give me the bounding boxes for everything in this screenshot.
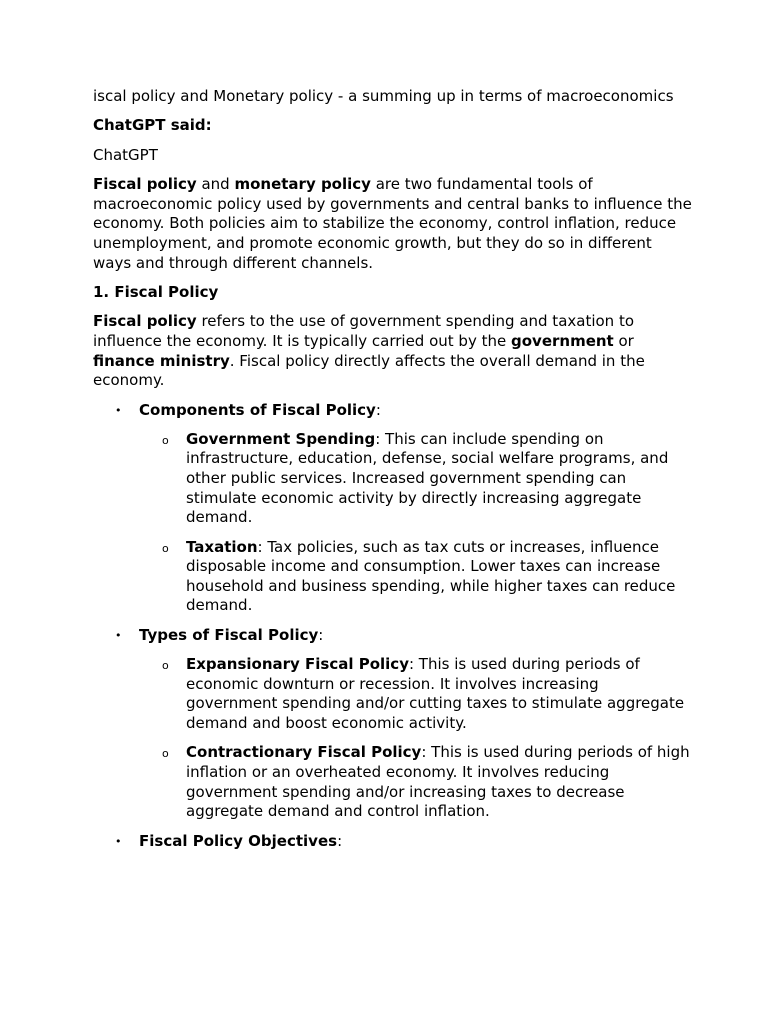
sublist-item-expansionary: o Expansionary Fiscal Policy: This is used during periods of economic downturn or recession. It involves increasing government spending and/or cutting taxes to stimulate aggregate demand and boost economic activity. xyxy=(162,655,685,732)
section-heading-fiscal-policy: 1. Fiscal Policy xyxy=(93,282,219,301)
sublist-components xyxy=(139,430,693,616)
fiscal-policy-list xyxy=(93,401,693,852)
circle-bullet-icon: o xyxy=(162,747,169,761)
speaker-name: ChatGPT xyxy=(93,145,158,164)
circle-bullet-icon: o xyxy=(162,659,169,673)
list-item-types: • Types of Fiscal Policy: o Expansionary Fiscal Policy: This is used during periods of economic downturn or recession. It involves increasing government spending and/or cutting taxes to stimulate aggregate demand and boost economic activity. o Contractionary Fiscal Policy: This is used during periods of high inflation or an overheated economy. It involves reducing government spending and/or increasing taxes to decrease aggregate demand and control inflation. xyxy=(93,626,693,822)
bullet-icon: • xyxy=(115,403,122,417)
said-label: ChatGPT said: xyxy=(93,116,212,135)
sublist-item-contractionary: o Contractionary Fiscal Policy: This is used during periods of high inflation or an overheated economy. It involves reducing government spending and/or increasing taxes to decrease aggregate demand and control inflation. xyxy=(162,743,690,821)
bullet-icon: • xyxy=(115,834,122,848)
circle-bullet-icon: o xyxy=(162,433,169,447)
sublist-item-government-spending: o Government Spending: This can include spending on infrastructure, education, defense, social welfare programs, and other public services. Increased government spending can stimulate economic activity by directly increasing aggregate demand. xyxy=(162,429,669,527)
list-item-components: • Components of Fiscal Policy: o Government Spending: This can include spending on infrastructure, education, defense, social welfare programs, and other public services. Increased government spending can stimulate economic activity by directly increasing aggregate demand. o Taxation: Tax policies, such as tax cuts or increases, influence disposable income and consumption. Lower taxes can increase household and business spending, while higher taxes can reduce demand. xyxy=(93,401,693,617)
prompt-text: iscal policy and Monetary policy - a summing up in terms of macroeconomics xyxy=(93,87,674,105)
circle-bullet-icon: o xyxy=(162,541,169,555)
intro-paragraph: Fiscal policy and monetary policy are two fundamental tools of macroeconomic policy used by governments and central banks to influence the economy. Both policies aim to stabilize the economy, control inflation, reduce unemployment, and promote economic growth, but they do so in different ways and through different channels. xyxy=(93,175,692,272)
list-item-objectives: • Fiscal Policy Objectives: xyxy=(115,831,343,850)
bullet-icon: • xyxy=(115,628,122,642)
document-page xyxy=(93,87,693,861)
sublist-types xyxy=(139,655,693,822)
sublist-item-taxation: o Taxation: Tax policies, such as tax cuts or increases, influence disposable income and consumption. Lower taxes can increase household and business spending, while higher taxes can reduce demand. xyxy=(162,537,676,615)
fiscal-policy-paragraph: Fiscal policy refers to the use of government spending and taxation to influence the economy. It is typically carried out by the government or finance ministry. Fiscal policy directly affects the overall demand in the economy. xyxy=(93,312,645,390)
